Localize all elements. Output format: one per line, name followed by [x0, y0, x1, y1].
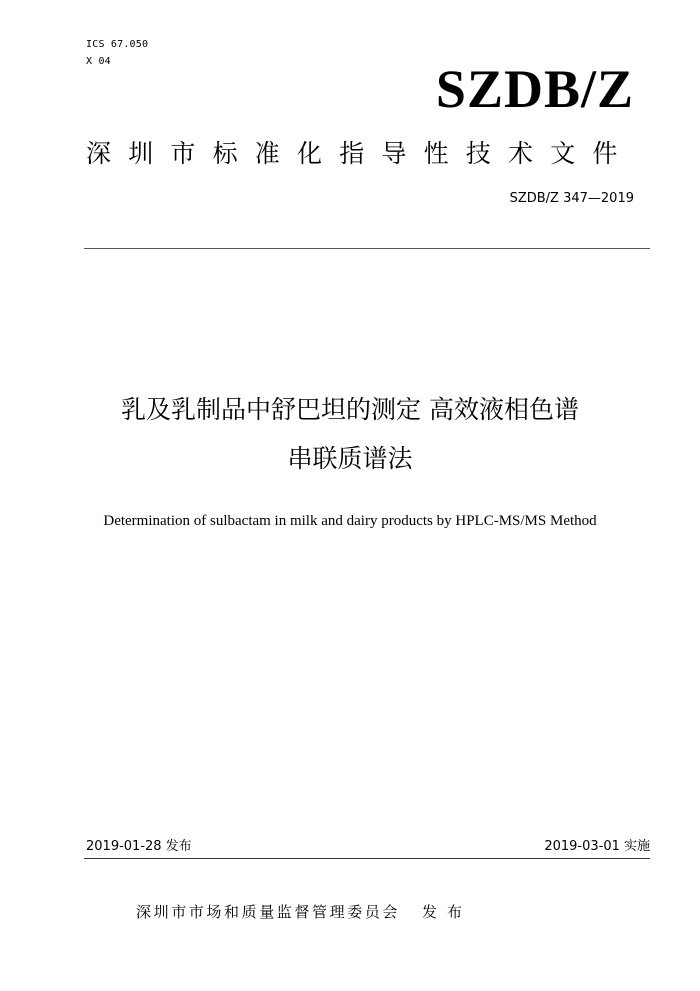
classification-block [86, 36, 148, 70]
document-kind: 深圳市标准化指导性技术文件 [86, 139, 635, 168]
publisher-line [136, 902, 472, 922]
english-title: Determination of sulbactam in milk and dairy products by HPLC-MS/MS Method [103, 513, 597, 529]
document-number: SZDB/Z 347—2019 [509, 191, 634, 206]
ics-code: ICS 67.050 [86, 39, 149, 50]
classification-code: X 04 [86, 56, 111, 67]
chinese-title [0, 385, 700, 483]
issue-date: 2019-01-28 发布 [86, 839, 192, 854]
standard-logo: SZDB/Z [435, 59, 634, 119]
effective-date: 2019-03-01 实施 [544, 839, 650, 854]
chinese-title-line-1: 乳及乳制品中舒巴坦的测定 高效液相色谱 [121, 395, 579, 424]
date-row [84, 838, 650, 859]
publisher-organization: 深圳市市场和质量监督管理委员会 [136, 903, 401, 921]
chinese-title-line-2: 串联质谱法 [287, 444, 413, 473]
publisher-action: 发布 [422, 903, 473, 921]
header-divider [84, 248, 650, 249]
